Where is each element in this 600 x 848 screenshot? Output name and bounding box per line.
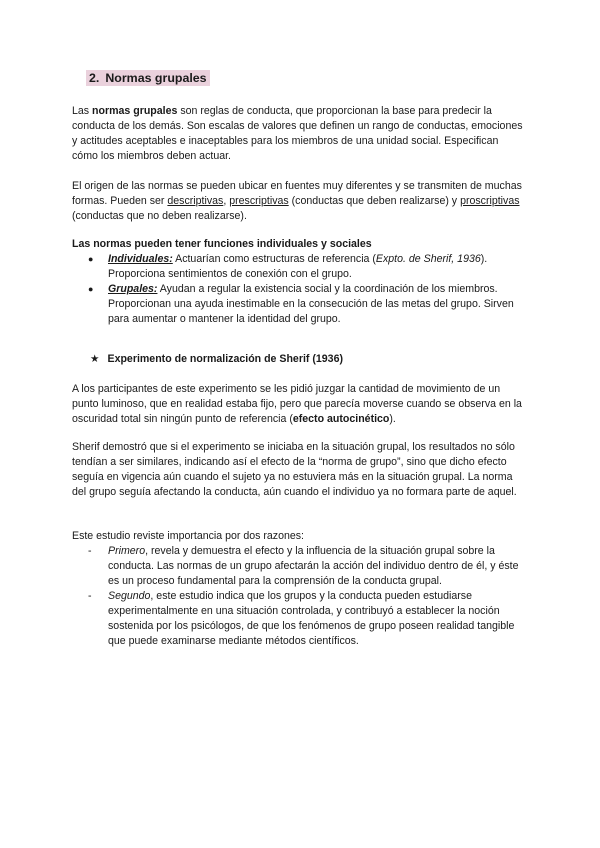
functions-heading: Las normas pueden tener funciones individuales y sociales bbox=[72, 238, 372, 250]
list-item bbox=[88, 589, 520, 649]
underlined-term: prescriptivas bbox=[229, 195, 289, 207]
italic-text: Expto. de Sherif, 1936 bbox=[375, 253, 481, 265]
section-number: 2. bbox=[89, 71, 100, 85]
italic-text: Segundo bbox=[108, 590, 151, 602]
list-term: Individuales: bbox=[108, 253, 173, 265]
bullet-icon: ● bbox=[88, 284, 94, 294]
text-run: , bbox=[223, 195, 230, 207]
paragraph-reasons-intro: Este estudio reviste importancia por dos razones: bbox=[72, 530, 305, 542]
text-run: , revela y demuestra el efecto y la influencia de la situación grupal sobre la conducta. Las normas de un grupo afectarán la acción del individuo dentro de él, y éste es un proceso fundamental para la comprensión de la conducta grupal. bbox=[108, 545, 519, 587]
list-item bbox=[88, 544, 520, 589]
text-run: (conductas que no deben realizarse). bbox=[72, 210, 247, 222]
list-term: Grupales: bbox=[108, 283, 158, 295]
section-heading bbox=[86, 70, 210, 86]
italic-text: Primero bbox=[108, 545, 146, 557]
text-run: (conductas que deben realizarse) y bbox=[288, 195, 461, 207]
experiment-title: Experimento de normalización de Sherif (1936) bbox=[107, 353, 343, 365]
paragraph-definition bbox=[72, 104, 524, 164]
paragraph-sherif: Sherif demostró que si el experimento se iniciaba en la situación grupal, los resultados no sólo tendían a ser similares, indicando así el efecto de la “norma de grupo”, sino que dicho efecto seguía en vigencia aún cuando el sujeto ya no estuviera más en la situación grupal. La norma del grupo seguía afectando la conducta, aún cuando el individuo ya no formara parte de aquel. bbox=[72, 441, 517, 498]
text-run: A los participantes de este experimento se les pidió juzgar la cantidad de movimiento de un punto luminoso, que en realidad estaba fijo, pero que parecía moverse cuando se observa en la oscuridad total sin ningún punto de referencia ( bbox=[72, 383, 522, 425]
text-run: El origen de las normas se pueden ubicar en fuentes muy diferentes y se transmiten de muchas formas. Pueden ser bbox=[72, 180, 522, 207]
star-icon: ★ bbox=[90, 353, 100, 365]
dash-marker: - bbox=[88, 590, 92, 602]
text-run: , este estudio indica que los grupos y la conducta pueden estudiarse experimentalmente en una situación controlada, y contribuyó a establecer la noción sostenida por los psicólogos, de que los fenómenos de grupo poseen realidad tangible que puede examinarse mediante métodos científicos. bbox=[108, 590, 515, 647]
section-title: Normas grupales bbox=[105, 71, 207, 85]
bold-term: efecto autocinético bbox=[292, 413, 390, 425]
text-run: ). bbox=[389, 413, 396, 425]
underlined-term: descriptivas bbox=[167, 195, 224, 207]
list-item bbox=[88, 252, 518, 282]
list-item bbox=[88, 282, 518, 327]
experiment-heading bbox=[90, 352, 343, 367]
underlined-term: proscriptivas bbox=[460, 195, 520, 207]
text-run: ). Proporciona sentimientos de conexión con el grupo. bbox=[108, 253, 488, 280]
text-run: Actuarían como estructuras de referencia ( bbox=[172, 253, 376, 265]
paragraph-origin bbox=[72, 179, 524, 224]
text-run: Ayudan a regular la existencia social y la coordinación de los miembros. Proporcionan una ayuda inestimable en la consecución de las metas del grupo. Sirven para aumentar o mantener la identidad del grupo. bbox=[108, 283, 514, 325]
bold-term: normas grupales bbox=[92, 105, 178, 117]
reasons-list bbox=[88, 544, 520, 649]
bullet-icon: ● bbox=[88, 254, 94, 264]
dash-marker: - bbox=[88, 545, 92, 557]
functions-list bbox=[88, 252, 518, 327]
text-run: son reglas de conducta, que proporcionan la base para predecir la conducta de los demás. Son escalas de valores que definen un rango de conductas, emociones y actitudes aceptables e inaceptables para los miembros de una unidad social. Especifican cómo los miembros deben actuar. bbox=[72, 105, 523, 162]
text-run: Las bbox=[72, 105, 93, 117]
paragraph-experiment bbox=[72, 382, 524, 427]
